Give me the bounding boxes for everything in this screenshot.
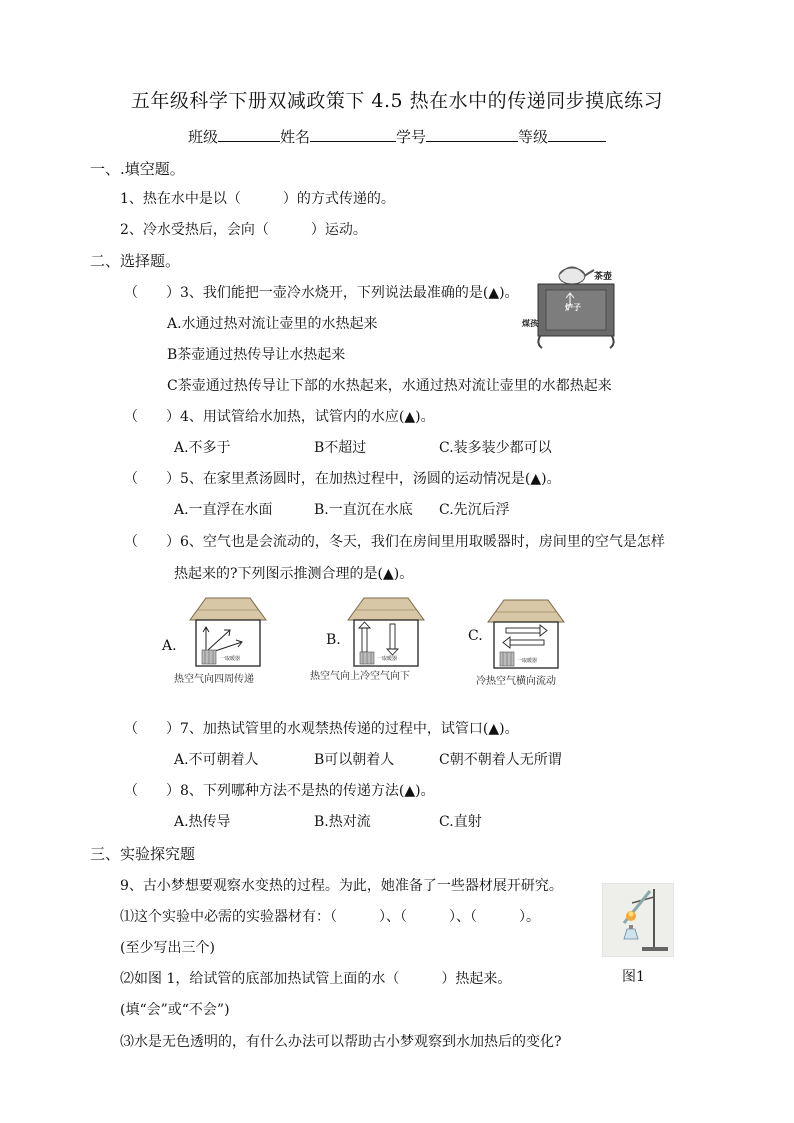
figure-c-caption: 冷热空气横向流动 (476, 676, 556, 687)
question-9-part-1: ⑴这个实验中必需的实验器材有：（ ）、（ ）、（ ）。 (120, 909, 540, 925)
student-info-line (0, 126, 794, 147)
id-blank (426, 127, 518, 142)
kettle-label: 茶壶 (594, 272, 613, 282)
question-4-option-b: B不超过 (314, 440, 367, 456)
house-figure-a (186, 594, 270, 668)
figure-b-caption: 热空气向上冷空气向下 (310, 671, 410, 682)
heater-label-c: 一取暖器 (517, 658, 538, 664)
kettle-stove-figure (520, 262, 630, 352)
question-7-stem: （ ）7、加热试管里的水观禁热传递的过程中，试管口(▲)。 (124, 721, 519, 737)
question-3-option-b: B茶壶通过热传导让水热起来 (167, 347, 346, 363)
question-1: 1、热在水中是以（ ）的方式传递的。 (120, 191, 395, 207)
question-9-part-3: ⑶水是无色透明的，有什么办法可以帮助古小梦观察到水加热后的变化? (120, 1034, 562, 1050)
question-5-option-a: A.一直浮在水面 (174, 502, 273, 518)
figure-1-caption: 图1 (622, 969, 645, 985)
question-3-stem: （ ）3、我们能把一壶冷水烧开，下列说法最准确的是(▲)。 (124, 285, 519, 301)
question-4-stem: （ ）4、用试管给水加热，试管内的水应(▲)。 (124, 409, 435, 425)
question-4-option-a: A.不多于 (174, 440, 231, 456)
question-5-option-b: B.一直沉在水底 (314, 502, 413, 518)
question-9-part-1-note: (至少写出三个) (120, 940, 215, 956)
grade-blank (548, 127, 606, 142)
stove-label: 炉子 (565, 303, 581, 312)
name-label: 姓名 (279, 128, 310, 146)
question-5-option-c: C.先沉后浮 (439, 502, 510, 518)
question-9-part-2-note: (填“会”或“不会”) (120, 1002, 230, 1018)
caption-a-box (172, 670, 282, 686)
question-5-stem: （ ）5、在家里煮汤圆时，在加热过程中，汤圆的运动情况是(▲)。 (124, 471, 561, 487)
question-7-option-a: A.不可朝着人 (174, 752, 259, 768)
question-9-stem: 9、古小梦想要观察水变热的过程。为此，她准备了一些器材展开研究。 (120, 878, 563, 894)
figure-c-letter: C. (468, 628, 483, 644)
question-3-option-a: A.水通过热对流让壶里的水热起来 (167, 316, 378, 332)
class-label: 班级 (187, 128, 218, 146)
question-3-option-c: C茶壶通过热传导让下部的水热起来，水通过热对流让壶里的水都热起来 (167, 378, 612, 394)
house-figure-c (484, 596, 568, 670)
question-6-stem-line-2: 热起来的?下列图示推测合理的是(▲)。 (174, 566, 414, 582)
figure-a-caption: 热空气向四周传递 (174, 674, 254, 685)
question-7-option-b: B可以朝着人 (314, 752, 395, 768)
question-6-stem-line-1: （ ）6、空气也是会流动的，冬天，我们在房间里用取暖器时，房间里的空气是怎样 (124, 534, 665, 550)
house-figure-b (344, 594, 428, 668)
caption-c-box (474, 672, 584, 688)
figure-b-letter: B. (326, 632, 341, 648)
grade-label: 等级 (518, 128, 549, 146)
question-7-option-c: C朝不朝着人无所谓 (439, 752, 562, 768)
page-title: 五年级科学下册双减政策下 4.5 热在水中的传递同步摸底练习 (130, 90, 664, 112)
section-3-heading: 三、实验探究题 (90, 845, 196, 863)
question-4-option-c: C.装多装少都可以 (439, 440, 552, 456)
figure-a-letter: A. (162, 638, 177, 654)
question-8-stem: （ ）8、下列哪种方法不是热的传递方法(▲)。 (124, 783, 435, 799)
heater-label-a: 一取暖器 (220, 656, 241, 662)
id-label: 学号 (396, 128, 427, 146)
section-1-heading: 一、.填空题。 (90, 160, 185, 178)
question-2: 2、冷水受热后，会向（ ）运动。 (120, 222, 367, 238)
caption-b-box (308, 667, 428, 683)
question-9-part-2: ⑵如图 1，给试管的底部加热试管上面的水（ ）热起来。 (120, 971, 512, 987)
question-8-option-b: B.热对流 (314, 814, 371, 830)
question-8-option-a: A.热传导 (174, 814, 231, 830)
side-label: 煤孩 (522, 319, 538, 328)
class-blank (218, 127, 280, 142)
test-tube-heating-figure (602, 883, 674, 957)
question-8-option-c: C.直射 (439, 814, 482, 830)
section-2-heading: 二、选择题。 (90, 252, 181, 270)
heater-label-b: 一取暖器 (377, 656, 398, 662)
name-blank (310, 127, 396, 142)
